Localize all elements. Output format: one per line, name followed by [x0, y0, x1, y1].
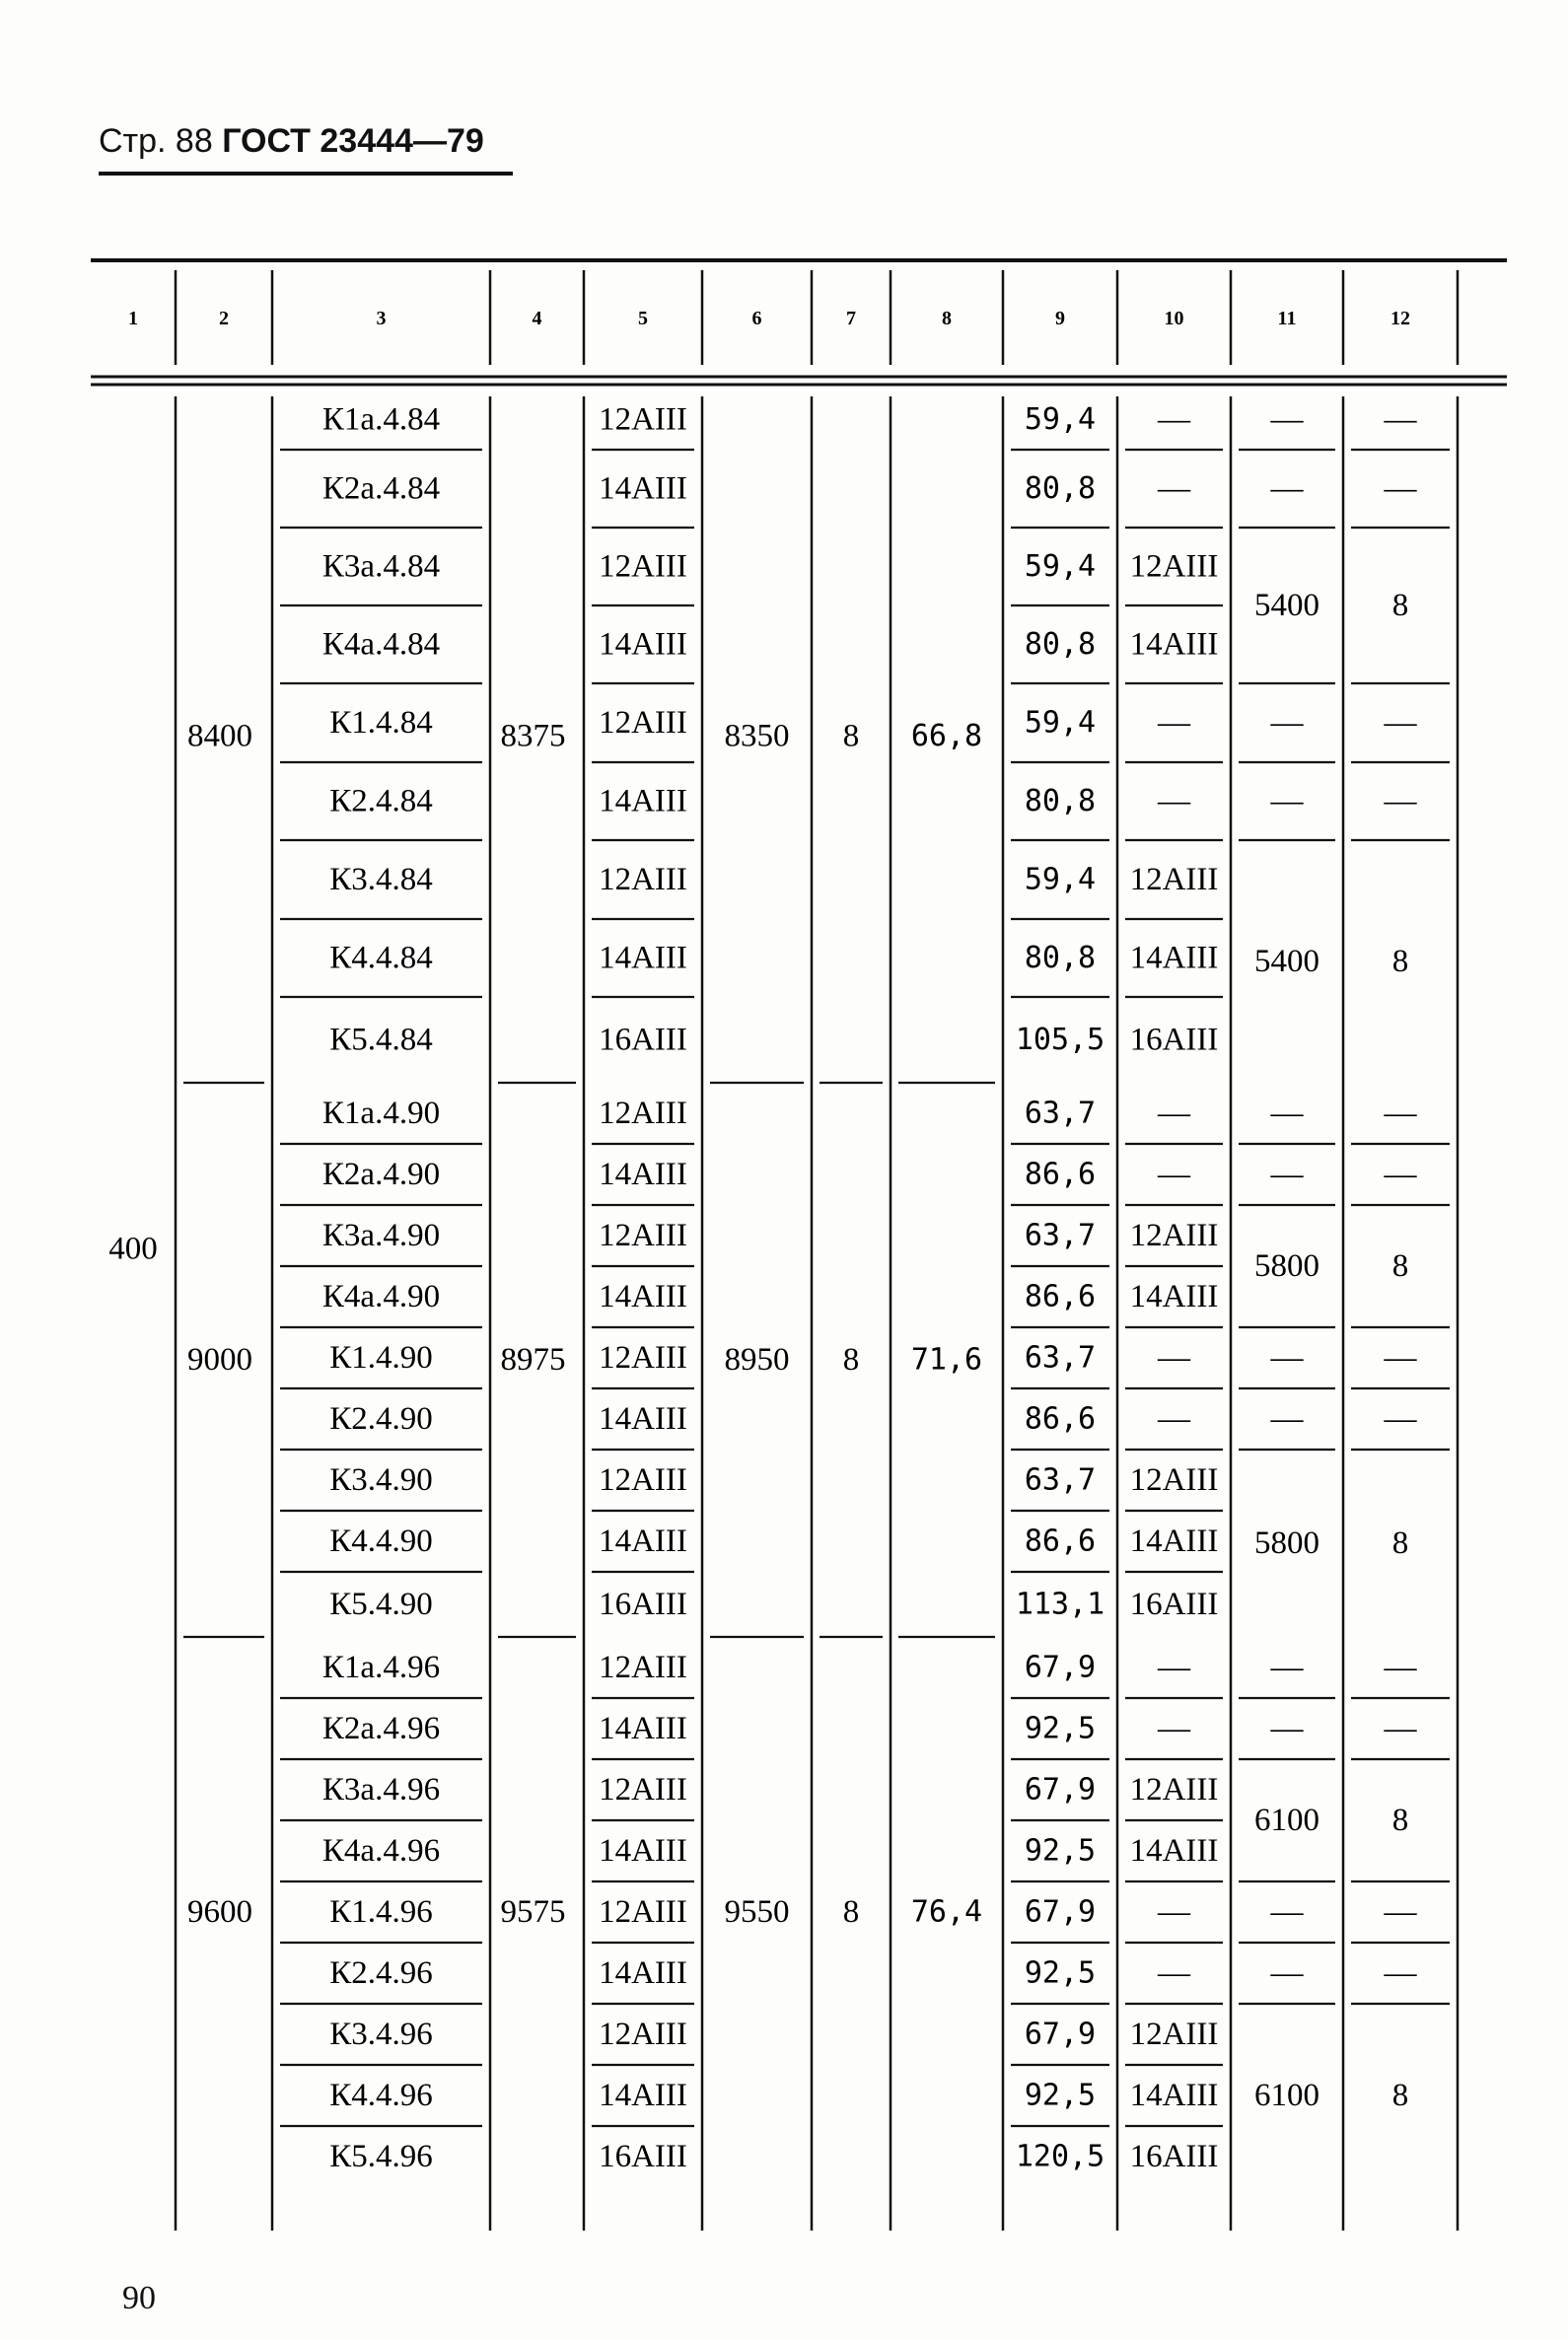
merged-value: 8 — [1391, 944, 1409, 979]
mark-cell: К3.4.84 — [329, 862, 433, 897]
weight-cell: 80,8 — [1024, 627, 1097, 662]
rebar-cell: 12АIII — [599, 1462, 687, 1498]
merged-value: 8 — [1391, 588, 1409, 623]
rebar-extra-cell: — — [1158, 1955, 1190, 1991]
mark-cell: К2.4.90 — [329, 1401, 433, 1437]
rebar-extra-cell: 14АIII — [1129, 1279, 1219, 1314]
rebar-extra-cell: — — [1158, 783, 1190, 819]
rebar-extra-cell: 16АIII — [1129, 2139, 1219, 2174]
rebar-extra-cell: — — [1158, 401, 1190, 438]
rebar-cell: 12АIII — [599, 1218, 687, 1253]
weight-cell: 80,8 — [1024, 471, 1097, 506]
rebar-cell: 12АIII — [599, 401, 687, 438]
rebar-cell: 12АIII — [599, 1650, 687, 1685]
mark-cell: К1.4.84 — [329, 705, 433, 741]
weight-cell: 113,1 — [1015, 1587, 1105, 1622]
weight-cell: 86,6 — [1024, 1157, 1097, 1192]
rebar-extra-cell: 12АIII — [1129, 548, 1219, 585]
mark-cell: К2.4.96 — [329, 1955, 433, 1991]
rebar-extra-cell: — — [1158, 1157, 1190, 1192]
rebar-cell: 14АIII — [599, 1524, 687, 1559]
rebar-extra-cell: 14АIII — [1129, 2078, 1219, 2113]
mark-cell: К4а.4.96 — [321, 1833, 441, 1869]
value-cell: — — [1270, 1096, 1304, 1131]
value-cell: — — [1384, 1955, 1417, 1991]
length-value: 8350 — [724, 718, 790, 754]
mark-cell: К1а.4.96 — [321, 1650, 441, 1685]
rebar-cell: 14АIII — [599, 1157, 687, 1192]
mark-cell: К2.4.84 — [329, 783, 433, 819]
merged-value: 8 — [1391, 1525, 1409, 1561]
length-value: 9575 — [500, 1894, 566, 1930]
value-cell: — — [1384, 1096, 1417, 1131]
rebar-extra-cell: — — [1158, 470, 1190, 507]
value-cell: — — [1384, 783, 1417, 819]
value-cell: — — [1384, 1401, 1417, 1437]
column-header-7: 7 — [846, 308, 856, 329]
rebar-cell: 12АIII — [599, 1340, 687, 1376]
rebar-cell: 12АIII — [599, 548, 687, 585]
mark-cell: К5.4.96 — [329, 2139, 433, 2174]
rebar-extra-cell: 12АIII — [1129, 1772, 1219, 1808]
rebar-extra-cell: 16АIII — [1129, 1022, 1219, 1058]
column-header-12: 12 — [1390, 308, 1410, 329]
rebar-cell: 16АIII — [599, 1022, 687, 1058]
column-header-9: 9 — [1055, 308, 1065, 329]
rebar-extra-cell: — — [1158, 1096, 1190, 1131]
value-cell: — — [1270, 783, 1304, 819]
rebar-cell: 14АIII — [599, 626, 687, 663]
standard-title: ГОСТ 23444—79 — [222, 122, 484, 160]
mark-cell: К2а.4.84 — [321, 470, 441, 507]
mark-cell: К1а.4.84 — [321, 401, 441, 438]
value-cell: — — [1270, 1157, 1304, 1192]
weight-cell: 67,9 — [1024, 1650, 1097, 1685]
value-cell: — — [1270, 470, 1304, 507]
value-cell: — — [1270, 1711, 1304, 1746]
weight-cell: 59,4 — [1024, 862, 1097, 897]
weight-cell: 59,4 — [1024, 402, 1097, 437]
length-value: 8375 — [500, 718, 566, 754]
rebar-extra-cell: 14АIII — [1129, 1524, 1219, 1559]
merged-value: 5400 — [1254, 588, 1319, 623]
page-prefix: Стр. 88 — [99, 122, 213, 160]
rebar-cell: 16АIII — [599, 2139, 687, 2174]
mark-cell: К2а.4.96 — [321, 1711, 441, 1746]
weight-cell: 67,9 — [1024, 2017, 1097, 2052]
rebar-extra-cell: 14АIII — [1129, 940, 1219, 976]
mark-cell: К1а.4.90 — [321, 1096, 441, 1131]
rebar-extra-cell: 12АIII — [1129, 2017, 1219, 2052]
rebar-cell: 14АIII — [599, 1401, 687, 1437]
length-value: 8400 — [187, 718, 252, 754]
value-cell: — — [1270, 1650, 1304, 1685]
column-header-10: 10 — [1164, 308, 1184, 329]
mark-cell: К5.4.84 — [329, 1022, 433, 1058]
weight-cell: 92,5 — [1024, 2078, 1097, 2113]
value-cell: — — [1384, 401, 1417, 438]
weight-cell: 92,5 — [1024, 1833, 1097, 1869]
rebar-cell: 12АIII — [599, 2017, 687, 2052]
rebar-cell: 14АIII — [599, 1279, 687, 1314]
length-value: 8975 — [500, 1342, 566, 1378]
rebar-extra-cell: — — [1158, 705, 1190, 741]
rebar-cell: 14АIII — [599, 783, 687, 819]
mark-cell: К2а.4.90 — [321, 1157, 441, 1192]
column-header-6: 6 — [751, 308, 762, 329]
count-value: 8 — [842, 718, 860, 754]
value-cell: — — [1270, 1401, 1304, 1437]
value-cell: — — [1384, 1340, 1417, 1376]
column-header-1: 1 — [128, 308, 138, 329]
value-cell: — — [1384, 1157, 1417, 1192]
merged-value: 6100 — [1254, 1803, 1319, 1838]
rebar-extra-cell: — — [1158, 1340, 1190, 1376]
weight-cell: 59,4 — [1024, 705, 1097, 741]
merged-value: 5400 — [1254, 944, 1319, 979]
rebar-cell: 12АIII — [599, 1772, 687, 1808]
weight-cell: 105,5 — [1015, 1023, 1105, 1057]
count-value: 8 — [842, 1342, 860, 1378]
weight-cell: 92,5 — [1024, 1955, 1097, 1991]
column-header-3: 3 — [376, 308, 387, 329]
rebar-extra-cell: — — [1158, 1650, 1190, 1685]
rebar-cell: 14АIII — [599, 2078, 687, 2113]
mass-value: 66,8 — [910, 719, 983, 753]
weight-cell: 120,5 — [1015, 2139, 1105, 2174]
rebar-extra-cell: 12АIII — [1129, 1462, 1219, 1498]
weight-cell: 86,6 — [1024, 1401, 1097, 1437]
rebar-cell: 12АIII — [599, 862, 687, 897]
value-cell: — — [1270, 401, 1304, 438]
column-header-5: 5 — [638, 308, 648, 329]
rebar-cell: 14АIII — [599, 1955, 687, 1991]
rebar-extra-cell: 14АIII — [1129, 626, 1219, 663]
merged-value: 5800 — [1254, 1248, 1319, 1284]
mark-cell: К1.4.90 — [329, 1340, 433, 1376]
mark-cell: К1.4.96 — [329, 1894, 433, 1930]
value-cell: — — [1270, 1340, 1304, 1376]
value-cell: — — [1384, 1650, 1417, 1685]
value-cell: — — [1270, 1894, 1304, 1930]
rebar-extra-cell: — — [1158, 1401, 1190, 1437]
weight-cell: 80,8 — [1024, 941, 1097, 975]
rebar-cell: 14АIII — [599, 1833, 687, 1869]
weight-cell: 63,7 — [1024, 1218, 1097, 1253]
page-number: 90 — [122, 2280, 156, 2316]
length-value: 8950 — [724, 1342, 790, 1378]
merged-value: 8 — [1391, 1248, 1409, 1284]
column-header-2: 2 — [219, 308, 229, 329]
mark-cell: К3а.4.90 — [321, 1218, 441, 1253]
mass-value: 71,6 — [910, 1342, 983, 1378]
mark-cell: К4.4.96 — [329, 2078, 433, 2113]
rebar-extra-cell: 12АIII — [1129, 862, 1219, 897]
merged-value: 5800 — [1254, 1525, 1319, 1561]
mark-cell: К3а.4.96 — [321, 1772, 441, 1808]
rebar-extra-cell: 14АIII — [1129, 1833, 1219, 1869]
mark-cell: К4.4.90 — [329, 1524, 433, 1559]
value-cell: — — [1384, 470, 1417, 507]
column-header-11: 11 — [1277, 308, 1297, 329]
mark-cell: К4.4.84 — [329, 940, 433, 976]
merged-value: 6100 — [1254, 2078, 1319, 2113]
value-cell: — — [1384, 1711, 1417, 1746]
rebar-extra-cell: — — [1158, 1894, 1190, 1930]
weight-cell: 80,8 — [1024, 784, 1097, 818]
mark-cell: К3а.4.84 — [321, 548, 441, 585]
weight-cell: 63,7 — [1024, 1462, 1097, 1498]
value-cell: — — [1270, 1955, 1304, 1991]
merged-value: 8 — [1391, 1803, 1409, 1838]
rebar-cell: 12АIII — [599, 1096, 687, 1131]
value-cell: — — [1384, 705, 1417, 741]
rebar-cell: 14АIII — [599, 1711, 687, 1746]
mark-cell: К4а.4.84 — [321, 626, 441, 663]
merged-value: 8 — [1391, 2078, 1409, 2113]
length-value: 9000 — [187, 1342, 252, 1378]
weight-cell: 63,7 — [1024, 1340, 1097, 1376]
weight-cell: 86,6 — [1024, 1524, 1097, 1559]
rebar-extra-cell: 12АIII — [1129, 1218, 1219, 1253]
mark-cell: К4а.4.90 — [321, 1279, 441, 1314]
mass-value: 76,4 — [910, 1894, 983, 1930]
weight-cell: 59,4 — [1024, 549, 1097, 584]
mark-cell: К3.4.90 — [329, 1462, 433, 1498]
length-value: 9550 — [724, 1894, 790, 1930]
rebar-cell: 14АIII — [599, 940, 687, 976]
column-header-4: 4 — [532, 308, 542, 329]
rebar-cell: 12АIII — [599, 1894, 687, 1930]
column-header-8: 8 — [942, 308, 952, 329]
rebar-cell: 16АIII — [599, 1587, 687, 1622]
value-cell: — — [1384, 1894, 1417, 1930]
weight-cell: 67,9 — [1024, 1772, 1097, 1808]
span-value: 400 — [108, 1231, 158, 1267]
value-cell: — — [1270, 705, 1304, 741]
mark-cell: К5.4.90 — [329, 1587, 433, 1622]
rebar-cell: 12АIII — [599, 705, 687, 741]
weight-cell: 67,9 — [1024, 1894, 1097, 1930]
mark-cell: К3.4.96 — [329, 2017, 433, 2052]
count-value: 8 — [842, 1894, 860, 1930]
rebar-extra-cell: — — [1158, 1711, 1190, 1746]
length-value: 9600 — [187, 1894, 252, 1930]
rebar-extra-cell: 16АIII — [1129, 1587, 1219, 1622]
weight-cell: 86,6 — [1024, 1279, 1097, 1314]
weight-cell: 63,7 — [1024, 1096, 1097, 1131]
rebar-cell: 14АIII — [599, 470, 687, 507]
weight-cell: 92,5 — [1024, 1711, 1097, 1746]
